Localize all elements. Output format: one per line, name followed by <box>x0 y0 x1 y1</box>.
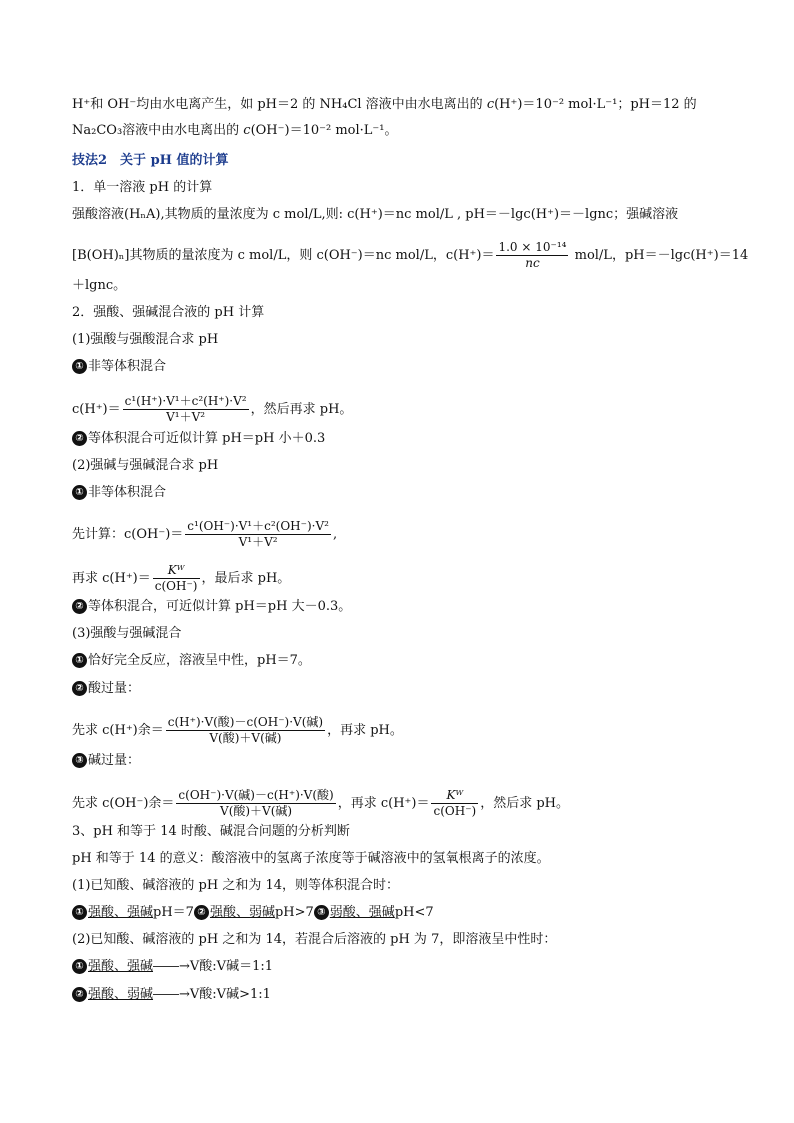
text: 酸过量： <box>88 681 141 696</box>
s2-sub2-item2 <box>72 598 351 616</box>
numerator: c¹(OH⁻)·V¹＋c²(OH⁻)·V² <box>187 519 329 533</box>
denominator: V¹＋V² <box>238 535 278 549</box>
s1-line1: 强酸溶液(HₙA),其物质的量浓度为 c mol/L,则: c(H⁺)＝nc mol/L , pH＝－lgc(H⁺)＝－lgnc；强碱溶液 <box>72 207 679 222</box>
s3-case1: (1)已知酸、碱溶液的 pH 之和为 14，则等体积混合时： <box>72 878 400 893</box>
text: mol/L，pH＝－lgc(H⁺)＝14 <box>570 248 749 263</box>
text: 恰好完全反应，溶液呈中性，pH＝7。 <box>88 653 311 668</box>
fraction <box>123 394 249 425</box>
fraction <box>431 788 478 819</box>
text: pH＝7 <box>153 905 194 920</box>
fraction <box>185 519 331 550</box>
denominator: V(酸)＋V(碱) <box>209 731 282 745</box>
s2-sub3: (3)强酸与强碱混合 <box>72 626 182 641</box>
fraction <box>166 715 325 746</box>
text: ，再求 c(H⁺)＝ <box>337 796 430 811</box>
text: ――→V酸:V碱＝1:1 <box>153 959 273 974</box>
s2-sub3-formula2 <box>72 788 569 819</box>
denominator: V¹＋V² <box>166 410 206 424</box>
numerator: 1.0 × 10⁻¹⁴ <box>498 240 567 254</box>
text: 强酸、强碱 <box>88 959 154 974</box>
numerator: Kᵂ <box>153 563 200 579</box>
circled-number: ③ <box>314 905 329 920</box>
text: ，最后求 pH。 <box>201 571 291 586</box>
text: 碱过量： <box>88 753 141 768</box>
s2-sub1: (1)强酸与强酸混合求 pH <box>72 332 219 347</box>
text: 弱酸、强碱 <box>329 905 395 920</box>
circled-number: ① <box>72 485 87 500</box>
s2-sub3-item2 <box>72 680 140 698</box>
section-heading: 技法2 关于 pH 值的计算 <box>72 153 229 168</box>
s3-case2-item2 <box>72 986 271 1004</box>
numerator: c(H⁺)·V(酸)－c(OH⁻)·V(碱) <box>167 715 324 729</box>
circled-number: ② <box>72 987 87 1002</box>
text: (OH⁻)＝10⁻² mol·L⁻¹。 <box>250 123 398 138</box>
s2-sub2: (2)强碱与强碱混合求 pH <box>72 458 219 473</box>
text: 非等体积混合 <box>88 485 167 500</box>
s2-sub2-formula2 <box>72 563 290 594</box>
s2-sub2-formula1 <box>72 519 337 550</box>
numerator: c(OH⁻)·V(碱)－c(H⁺)·V(酸) <box>178 788 334 802</box>
s3-case2: (2)已知酸、碱溶液的 pH 之和为 14，若混合后溶液的 pH 为 7，即溶液呈中性时： <box>72 932 557 947</box>
circled-number: ③ <box>72 753 87 768</box>
s3-title: 3、pH 和等于 14 时酸、碱混合问题的分析判断 <box>72 824 350 839</box>
text: 强酸、弱碱 <box>88 987 154 1002</box>
s1-line2 <box>72 240 748 271</box>
s2-sub3-formula1 <box>72 715 403 746</box>
text: [B(OH)ₙ]其物质的量浓度为 c mol/L，则 c(OH⁻)＝nc mol/L，c(H⁺)＝ <box>72 248 495 263</box>
s3-case1-items <box>72 904 434 922</box>
text: pH>7 <box>274 905 314 920</box>
text: ，然后再求 pH。 <box>250 402 353 417</box>
fraction <box>496 240 568 271</box>
s2-title: 2．强酸、强碱混合液的 pH 计算 <box>72 305 265 320</box>
circled-number: ② <box>72 599 87 614</box>
text: c <box>243 123 251 138</box>
text: Na₂CO₃溶液中由水电离出的 <box>72 123 244 138</box>
circled-number: ② <box>194 905 209 920</box>
denominator: nc <box>525 256 540 270</box>
s2-sub2-item1 <box>72 484 166 502</box>
text: 强酸、强碱 <box>88 905 154 920</box>
text: 强酸、弱碱 <box>209 905 275 920</box>
denominator: c(OH⁻) <box>433 804 477 818</box>
s2-sub1-item1 <box>72 358 166 376</box>
text: 先求 c(OH⁻)余＝ <box>72 796 175 811</box>
text: 再求 c(H⁺)＝ <box>72 571 151 586</box>
text: 先求 c(H⁺)余＝ <box>72 723 164 738</box>
text: 非等体积混合 <box>88 359 167 374</box>
text: ，再求 pH。 <box>327 723 403 738</box>
para1-line1 <box>72 96 697 114</box>
text: (H⁺)＝10⁻² mol·L⁻¹；pH＝12 的 <box>494 97 697 112</box>
circled-number: ② <box>72 681 87 696</box>
circled-number: ① <box>72 359 87 374</box>
text: H⁺和 OH⁻均由水电离产生，如 pH＝2 的 NH₄Cl 溶液中由水电离出的 <box>72 97 487 112</box>
fraction <box>153 563 200 594</box>
circled-number: ① <box>72 653 87 668</box>
text: 等体积混合，可近似计算 pH＝pH 大－0.3。 <box>88 599 352 614</box>
circled-number: ② <box>72 431 87 446</box>
text: pH<7 <box>394 905 434 920</box>
text: , <box>332 527 338 542</box>
fraction <box>176 788 335 819</box>
s2-sub1-formula <box>72 394 352 425</box>
denominator: V(酸)＋V(碱) <box>220 804 293 818</box>
circled-number: ① <box>72 959 87 974</box>
s3-meaning: pH 和等于 14 的意义：酸溶液中的氢离子浓度等于碱溶液中的氢氧根离子的浓度。 <box>72 851 550 866</box>
s3-case2-item1 <box>72 958 273 976</box>
text: ，然后求 pH。 <box>480 796 570 811</box>
text: c <box>486 97 495 112</box>
numerator: Kᵂ <box>431 788 478 804</box>
numerator: c¹(H⁺)·V¹＋c²(H⁺)·V² <box>124 394 247 408</box>
text: c(H⁺)＝ <box>72 402 121 417</box>
para1-line2 <box>72 122 397 140</box>
s2-sub1-item2 <box>72 430 325 448</box>
text: 等体积混合可近似计算 pH＝pH 小＋0.3 <box>88 431 326 446</box>
circled-number: ① <box>72 905 87 920</box>
s2-sub3-item3 <box>72 752 140 770</box>
s1-line3: ＋lgnc。 <box>72 278 127 293</box>
s2-sub3-item1 <box>72 652 311 670</box>
text: ――→V酸:V碱>1:1 <box>153 987 271 1002</box>
s1-title: 1．单一溶液 pH 的计算 <box>72 180 213 195</box>
text: 先计算：c(OH⁻)＝ <box>72 527 184 542</box>
denominator: c(OH⁻) <box>154 579 198 593</box>
